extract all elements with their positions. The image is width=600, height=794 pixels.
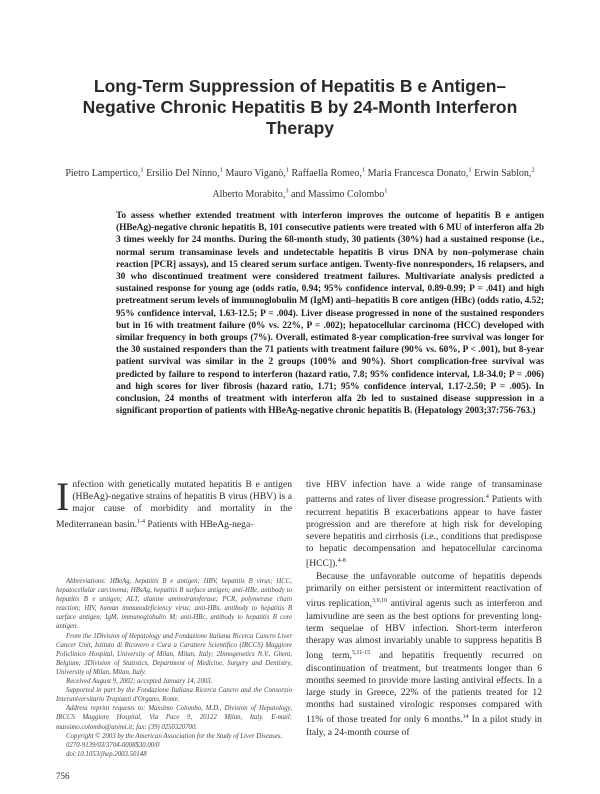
- funding-note: Supported in part by the Fondazione Italiana Ricerca Cancro and the Consorzio Interuniversitario Trapianti d'Organo, Rome.: [56, 687, 292, 704]
- issn-note: 0270-9139/03/3704-0008$30.00/0: [66, 741, 160, 749]
- author: Ersilio Del Ninno,$^1$: [146, 167, 223, 180]
- author: Raffaella Romeo,$^1$: [291, 167, 366, 180]
- citation: 5,11-15: [351, 650, 371, 657]
- doi-note: doi:10.1053/jhep.2003.50148: [66, 750, 147, 758]
- abstract: To assess whether extended treatment with interferon improves the outcome of hepatitis B e antigen (HBeAg)-negative chronic hepatitis B, 101 consecutive patients were treated with 6 MU of interferon alfa 2b 3 times weekly for 24 months. During the 68-month study, 30 patients (30%) had a sustained response (i.e., normal serum transaminase levels and undetectable hepatitis B virus DNA by non–polymerase chain reaction [PCR] assays), and 15 cleared serum surface antigen. Twenty-five nonresponders, 16 relapsers, and 30 who discontinued treatment were considered treatment failures. Multivariate analysis predicted a sustained response for young age (odds ratio, 0.94; 95% confidence interval, 0.89-0.99; P = .041) and high pretreatment serum levels of immunoglobulin M (IgM) anti–hepatitis B core antigen (HBc) (odds ratio, 4.52; 95% confidence interval, 1.63-12.5; P = .004). Liver disease progressed in none of the sustained responders but in 16 with treatment failure (0% vs. 22%, P = .002); hepatocellular carcinoma (HCC) developed with similar frequency in both groups (7%). Overall, estimated 8-year complication-free survival was longer for the 30 sustained responders than the 71 patients with treatment failure (90% vs. 60%, P < .001), but 8-year patient survival was similar in the 2 groups (100% and 90%). Short complication-free survival was predicted by failure to respond to interferon (hazard ratio, 7.8; 95% confidence interval, 1.8-34.0; P = .006) and high scores for liver fibrosis (hazard ratio, 1.71; 95% confidence interval, 1.17-2.50; P = .005). In conclusion, 24 months of treatment with interferon alfa 2b led to sustained disease suppression in a significant proportion of patients with HBeAg-negative chronic hepatitis B. (Hepatology 2003;37:756-763.): [116, 211, 544, 417]
- author: Mauro Viganò,$^1$: [225, 167, 290, 180]
- author: Alberto Morabito,$^3$: [212, 187, 289, 200]
- footnotes: [56, 577, 292, 759]
- author: and Massimo Colombo$^1$: [290, 187, 388, 200]
- abbreviations-note: Abbreviations: HBeAg, hepatitis B e antigen; HBV, hepatitis B virus; HCC, hepatocellular carcinoma; HBsAg, hepatitis B surface antigen; anti-HBe, antibody to hepatitis B e antigen; ALT, alanine aminotransferase; PCR, polymerase chain reaction; HIV, human immunodeficiency virus; anti-HBs, antibody to hepatitis B surface antigen; IgM, immunoglobulin M; anti-HBc, antibody to hepatitis B core antigen.: [56, 578, 292, 631]
- affiliations-note: From the 1Division of Hepatology and Fondazione Italiana Ricerca Cancro Liver Cancer Unit, Istituto di Ricovero e Cura a Carattere Scientifico (IRCCS) Maggiore Policlinico Hospital, University of Milan, Milan, Italy; 2Innogenetics N.V., Ghent, Belgium; 3Division of Statistics, Department of Medicine, Surgery and Dentistry, University of Milan, Milan, Italy.: [56, 632, 292, 676]
- body-left-column: [56, 474, 292, 531]
- page-number: 756: [56, 771, 70, 781]
- citation: 1-4: [136, 518, 145, 525]
- author: Erwin Sablon,$^2$: [474, 167, 535, 180]
- citation: 4-8: [337, 558, 346, 565]
- author: Maria Francesca Donato,$^1$: [367, 167, 472, 180]
- intro-text: nfection with genetically mutated hepatitis B e antigen (HBeAg)-negative strains of hepatitis B virus (HBV) is a major cause of morbidity and mortality in the Mediterranean basin.: [56, 479, 292, 530]
- copyright-note: Copyright © 2003 by the American Association for the Study of Liver Diseases.: [66, 732, 283, 740]
- correspondence-note: Address reprint requests to: Massimo Colombo, M.D., Division of Hepatology, IRCCS Maggiore Hospital, Via Pace 9, 20122 Milan, Italy. E-mail: massimo.colombo@unimi.it; fax: (39) 0250320700.: [56, 705, 292, 731]
- body-right-column: [306, 479, 542, 739]
- citation: 3,9,10: [372, 598, 388, 605]
- article-title: Long-Term Suppression of Hepatitis B e Antigen–Negative Chronic Hepatitis B by 24-Month Interferon Therapy: [82, 76, 518, 138]
- author: Pietro Lampertico,$^1$: [65, 167, 144, 180]
- paragraph: Because the unfavorable outcome of hepatitis depends primarily on either persistent or intermittent reactivation of virus replication,$^{3,9,10}$ antiviral agents such as interferon and lamivudine are seen as the best options for preventing long-term sequelae of HBV infection. Short-term interferon therapy was almost invariably unable to suppress hepatitis B long term,$^{5,11-15}$ and hepatitis frequently recurred on discontinuation of treatment, but treatments longer than 6 months seemed to provide more lasting antiviral effects. In a large study in Greece, 22% of the patients treated for 12 months had sustained virologic responses compared with 11% of those treated for only 6 months.$^{14}$ In a pilot study in Italy, a 24-month course of: [306, 570, 542, 738]
- paragraph: tive HBV infection have a wide range of transaminase patterns and rates of liver disease progression.$^4$ Patients with recurrent hepatitis B exacerbations appear to have faster progression and are therefore at high risk for developing severe hepatitis and cirrhosis (i.e., conditions that predispose to hepatic decompensation and hepatocellular carcinoma [HCC]).$^{4-8}$: [306, 479, 542, 570]
- intro-text-tail: Patients with HBeAg-nega-: [144, 518, 254, 530]
- received-note: Received August 9, 2002; accepted January 14, 2003.: [66, 678, 213, 686]
- author-list: [40, 162, 560, 203]
- citation: 4: [485, 494, 489, 501]
- drop-cap: I: [56, 474, 70, 519]
- citation: 14: [462, 714, 469, 721]
